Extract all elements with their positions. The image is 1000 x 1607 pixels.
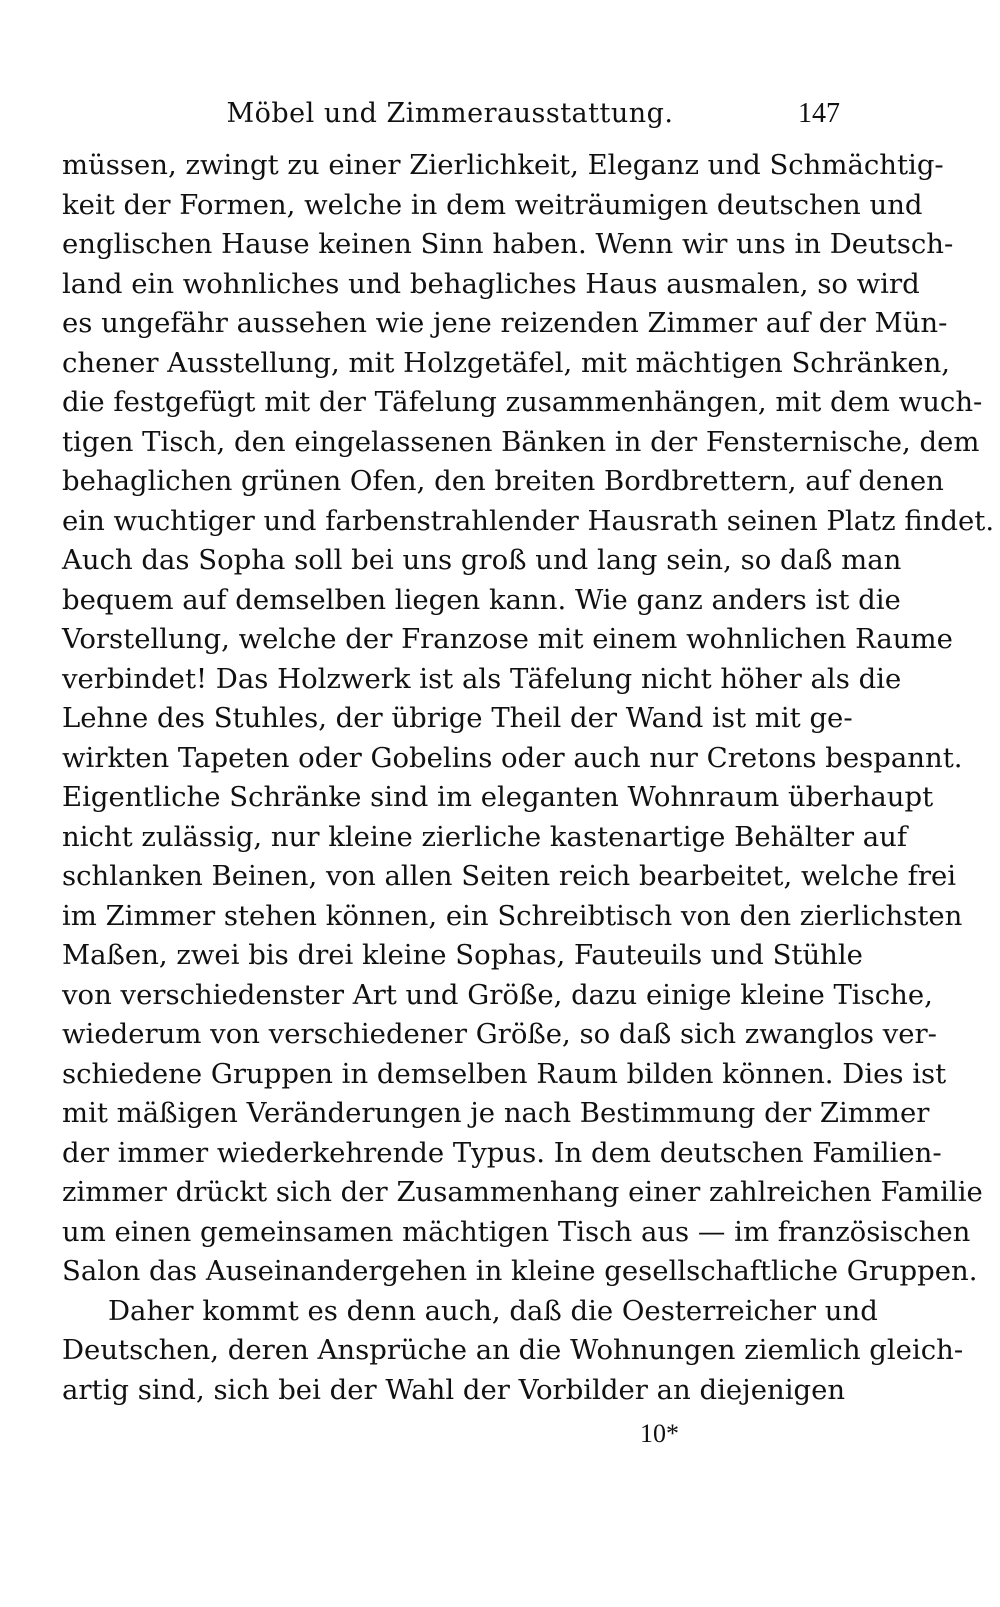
text-line: nicht zulässig, nur kleine zierliche kastenartige Behälter auf [62,820,907,853]
text-line: schiedene Gruppen in demselben Raum bilden können. Dies ist [62,1057,947,1090]
text-line: Salon das Auseinandergehen in kleine gesellschaftliche Gruppen. [62,1255,978,1287]
text-line: keit der Formen, welche in dem weiträumigen deutschen und [62,188,923,221]
text-line: von verschiedenster Art und Größe, dazu einige kleine Tische, [62,978,933,1011]
text-line: mit mäßigen Veränderungen je nach Bestimmung der Zimmer [62,1097,930,1129]
text-line: artig sind, sich bei der Wahl der Vorbilder an diejenigen [62,1373,846,1406]
body-text [62,146,995,1410]
text-line: wirkten Tapeten oder Gobelins oder auch nur Cretons bespannt. [62,741,963,774]
paragraph-first-line: Daher kommt es denn auch, daß die Oesterreicher und [108,1294,878,1327]
text-line: Maßen, zwei bis drei kleine Sophas, Fauteuils und Stühle [62,939,863,971]
text-line: wiederum von verschiedener Größe, so daß sich zwanglos ver- [62,1018,937,1050]
text-line: Vorstellung, welche der Franzose mit einem wohnlichen Raume [62,623,953,655]
text-line: ein wuchtiger und farbenstrahlender Hausrath seinen Platz findet. [62,504,995,537]
text-line: verbindet! Das Holzwerk ist als Täfelung nicht höher als die [62,662,902,695]
text-line: englischen Hause keinen Sinn haben. Wenn wir uns in Deutsch- [62,228,954,260]
text-line: Auch das Sopha soll bei uns groß und lang sein, so daß man [62,544,902,576]
text-line: schlanken Beinen, von allen Seiten reich bearbeitet, welche frei [62,860,957,892]
text-line: Eigentliche Schränke sind im eleganten Wohnraum überhaupt [62,781,934,813]
text-line: die festgefügt mit der Täfelung zusammenhängen, mit dem wuch- [62,386,983,418]
text-line: es ungefähr aussehen wie jene reizenden Zimmer auf der Mün- [62,307,948,339]
text-line: im Zimmer stehen können, ein Schreibtisch von den zierlichsten [62,899,963,932]
text-line: müssen, zwingt zu einer Zierlichkeit, Eleganz und Schmächtig- [62,149,944,181]
signature-mark: 10* [640,1419,679,1448]
text-line: Lehne des Stuhles, der übrige Theil der Wand ist mit ge- [62,702,853,734]
page-number: 147 [798,98,840,129]
text-line: chener Ausstellung, mit Holzgetäfel, mit mächtigen Schränken, [62,346,951,379]
text-line: behaglichen grünen Ofen, den breiten Bordbrettern, auf denen [62,465,944,497]
text-line: zimmer drückt sich der Zusammenhang einer zahlreichen Familie [62,1176,983,1208]
text-line: land ein wohnliches und behagliches Haus ausmalen, so wird [62,267,920,300]
text-line: bequem auf demselben liegen kann. Wie ganz anders ist die [62,583,901,616]
text-line: tigen Tisch, den eingelassenen Bänken in der Fensternische, dem [62,425,980,458]
running-title: Möbel und Zimmerausstattung. [226,98,674,129]
text-line: Deutschen, deren Ansprüche an die Wohnungen ziemlich gleich- [62,1334,964,1366]
text-line: um einen gemeinsamen mächtigen Tisch aus — im französischen [62,1215,971,1248]
text-line: der immer wiederkehrende Typus. In dem deutschen Familien- [62,1136,942,1169]
